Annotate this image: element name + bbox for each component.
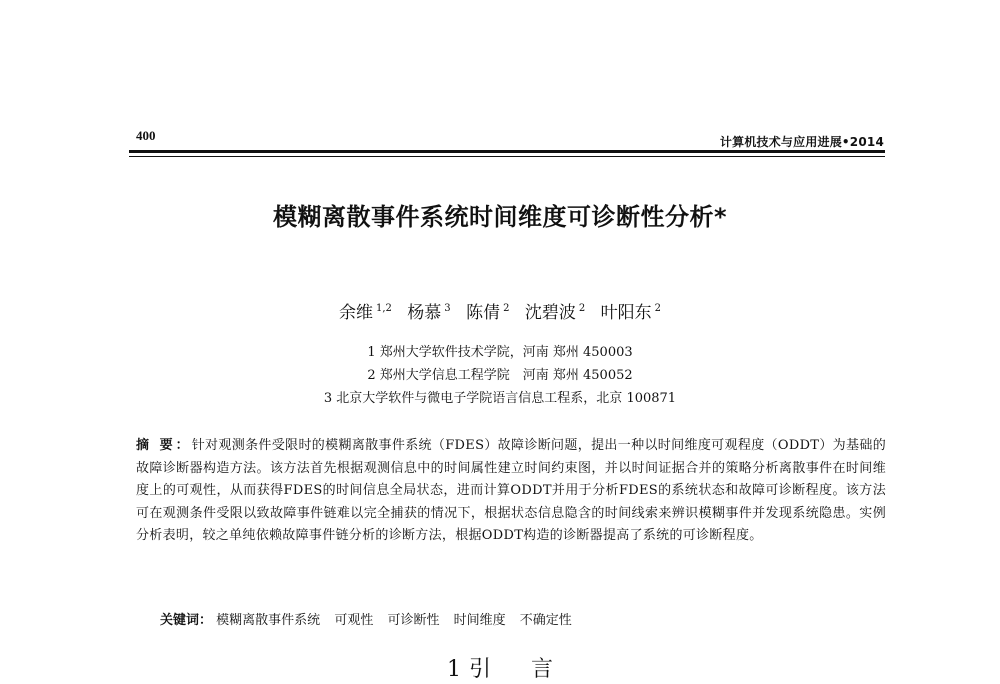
paper-title: 模糊离散事件系统时间维度可诊断性分析* <box>272 203 728 231</box>
author: 余维 $^{1,2}$ <box>338 303 392 323</box>
author: 杨慕 $^3$ <box>407 303 451 323</box>
keywords-label: 关键词： <box>160 613 213 628</box>
header-rule-thin <box>129 156 885 157</box>
section-number: 1 <box>446 657 461 682</box>
affiliation: 2 郑州大学信息工程学院 河南 郑州 450052 <box>367 368 633 383</box>
journal-header: 计算机技术与应用进展•2014 <box>719 135 884 149</box>
section-heading <box>0 652 1000 683</box>
keyword: 不确定性 <box>519 613 572 628</box>
affiliation: 1 郑州大学软件技术学院，河南 郑州 450003 <box>367 345 633 360</box>
abstract-text: 针对观测条件受限时的模糊离散事件系统（FDES）故障诊断问题，提出一种以时间维度可观程度（ODDT）为基础的故障诊断器构造方法。该方法首先根据观测信息中的时间属性建立时间约束图，并以时间证据合并的策略分析离散事件在时间维度上的可观性，从而获得FDES的时间信息全局状态，进而计算ODDT并用于分析FDES的系统状态和故障可诊断程度。该方法可在观测条件受限以致故障事件链难以完全捕获的情况下，根据状态信息隐含的时间线索来辨识模糊事件并发现系统隐患。实例分析表明，较之单纯依赖故障事件链分析的诊断方法，根据ODDT构造的诊断器提高了系统的可诊断程度。 <box>136 438 886 544</box>
page-number: 400 <box>136 128 156 143</box>
keywords <box>160 609 582 628</box>
abstract <box>136 435 886 548</box>
header-rule-thick <box>129 150 885 153</box>
section-title-part: 引 <box>468 657 491 682</box>
section-title-part: 言 <box>531 657 554 682</box>
author: 叶阳东 $^2$ <box>600 303 662 323</box>
author: 陈倩 $^2$ <box>466 303 510 323</box>
abstract-label: 摘 要： <box>136 438 192 453</box>
keyword: 可观性 <box>334 613 374 628</box>
affiliation: 3 北京大学软件与微电子学院语言信息工程系，北京 100871 <box>323 391 677 406</box>
keyword: 可诊断性 <box>387 613 440 628</box>
keyword: 时间维度 <box>453 613 506 628</box>
author: 沈碧波 $^2$ <box>524 303 586 323</box>
author-list <box>0 298 1000 323</box>
keyword: 模糊离散事件系统 <box>216 613 321 628</box>
